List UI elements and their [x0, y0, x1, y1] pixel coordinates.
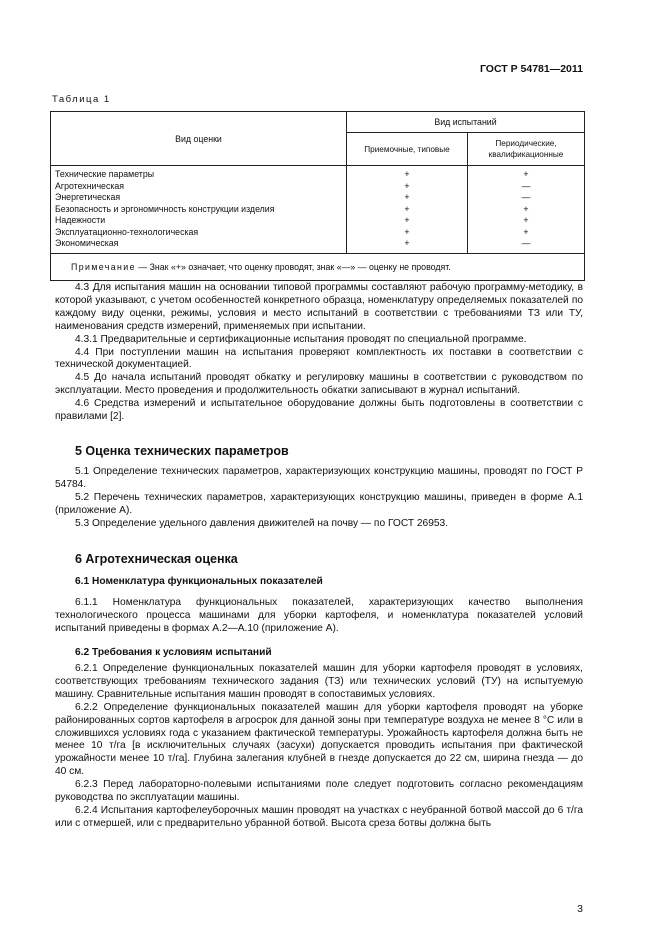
- periodic-mark: —: [521, 238, 531, 248]
- paragraph: 4.3.1 Предварительные и сертификационные испытания проводят по специальной программе.: [75, 333, 527, 345]
- header-periodic-line1: Периодические,: [495, 139, 557, 148]
- subsection-6-2-heading: 6.2 Требования к условиям испытаний: [75, 647, 272, 658]
- section-4-text: [55, 282, 583, 424]
- periodic-mark: +: [523, 226, 529, 237]
- note-text: — Знак «+» означает, что оценку проводят, знак «—» — оценку не проводят.: [135, 261, 451, 272]
- evaluation-table: [50, 111, 585, 281]
- note-label: Примечание: [71, 261, 136, 272]
- periodic-mark: +: [523, 169, 529, 179]
- row-name: Экономическая: [55, 238, 119, 248]
- page-number: 3: [577, 903, 583, 915]
- table-note: [51, 253, 585, 280]
- section-6-2-text: [55, 663, 583, 831]
- periodic-mark: —: [521, 180, 531, 191]
- paragraph: 4.6 Средства измерений и испытательное оборудование должны быть подготовлены в соответствии с правилами [2].: [55, 398, 583, 423]
- periodic-mark: +: [523, 215, 529, 225]
- row-name: Агротехническая: [55, 180, 125, 191]
- acceptance-mark: +: [404, 238, 410, 248]
- row-name: Энергетическая: [55, 192, 121, 202]
- acceptance-marks: [347, 166, 468, 254]
- acceptance-mark: +: [404, 203, 410, 214]
- header-kind: Вид оценки: [51, 112, 347, 166]
- periodic-mark: —: [521, 192, 531, 202]
- paragraph: 4.3 Для испытания машин на основании типовой программы составляют рабочую программу-методику, в которой указывают, с учетом особенностей конкретного образца, номенклатуру определяемых показателей по каждому виду оценки, режимы, условия и место испытаний в соответствии с требованиями ТЗ или ТУ, наименования средств измерений, применяемых при испытании.: [55, 282, 583, 332]
- row-name: Надежности: [55, 215, 106, 225]
- row-names: [51, 166, 347, 254]
- paragraph: 6.1.1 Номенклатура функциональных показателей, характеризующих качество выполнения технологического процесса машинами для уборки картофеля, и номенклатура показателей условий испытаний приведены в формах А.2—А.10 (приложение А).: [55, 597, 583, 634]
- acceptance-mark: +: [404, 169, 410, 179]
- paragraph: 5.2 Перечень технических параметров, характеризующих конструкцию машины, приведен в форме А.1 (приложение А).: [55, 491, 583, 516]
- section-6-heading: 6 Агротехническая оценка: [75, 552, 238, 566]
- acceptance-mark: +: [404, 226, 410, 237]
- header-tests: Вид испытаний: [347, 112, 585, 133]
- paragraph: 5.3 Определение удельного давления движителей на почву — по ГОСТ 26953.: [75, 517, 449, 529]
- section-5-heading: 5 Оценка технических параметров: [75, 444, 289, 458]
- row-name: Эксплуатационно-технологическая: [55, 226, 199, 237]
- row-name: Технические параметры: [55, 169, 155, 179]
- subsection-6-1-heading: 6.1 Номенклатура функциональных показателей: [75, 576, 323, 587]
- paragraph: 6.2.4 Испытания картофелеуборочных машин проводят на участках с неубранной ботвой массой до 6 т/га или с отмершей, или с предварительно убранной ботвой. Высота среза ботвы должна быть: [55, 804, 583, 829]
- acceptance-mark: +: [404, 192, 410, 202]
- header-periodic-line2: квалификационные: [488, 150, 564, 159]
- row-name: Безопасность и эргономичность конструкции изделия: [55, 203, 275, 214]
- header-acceptance: Приемочные, типовые: [347, 133, 468, 166]
- paragraph: 6.2.3 Перед лабораторно-полевыми испытаниями поле следует подготовить согласно рекомендациям руководства по эксплуатации машины.: [55, 779, 583, 804]
- acceptance-mark: +: [404, 215, 410, 225]
- table-caption: Таблица 1: [52, 94, 111, 105]
- paragraph: 4.5 До начала испытаний проводят обкатку и регулировку машины в соответствии с руководством по эксплуатации. Место проведения и продолжительность обкатки записывают в журнал испытаний.: [55, 372, 583, 397]
- periodic-mark: +: [523, 203, 529, 214]
- acceptance-mark: +: [404, 180, 410, 191]
- paragraph: 4.4 При поступлении машин на испытания проверяют комплектность их поставки в соответствии с технической документацией.: [55, 346, 583, 371]
- standard-code: ГОСТ Р 54781—2011: [479, 63, 583, 75]
- section-5-text: [55, 466, 583, 531]
- header-periodic: [468, 133, 585, 166]
- paragraph: 6.2.1 Определение функциональных показателей машин для уборки картофеля проводят в условиях, соответствующих требованиям технического задания (ТЗ) или технических условий (ТУ) на испытуемую машину. Сравнительные испытания машин проводят в сопоставимых условиях.: [55, 663, 583, 700]
- paragraph: 6.2.2 Определение функциональных показателей машин для уборки картофеля проводят на уборке районированных сортов картофеля в агросрок для данной зоны при температуре воздуха не менее 8 °С или в сложившихся условиях года с указанием фактической температуры. Урожайность картофеля должна быть не менее 10 т/га [в исключительных случаях (засухи) допускается проводить испытания при фактической урожайности менее 10 т/га]. Глубина залегания клубней в гнезде допускается до 22 см, ширина гнезда — до 40 см.: [55, 701, 583, 778]
- periodic-marks: [468, 166, 585, 254]
- paragraph: 5.1 Определение технических параметров, характеризующих конструкцию машины, проводят по ГОСТ Р 54784.: [55, 466, 583, 490]
- section-6-1-text: [55, 597, 583, 636]
